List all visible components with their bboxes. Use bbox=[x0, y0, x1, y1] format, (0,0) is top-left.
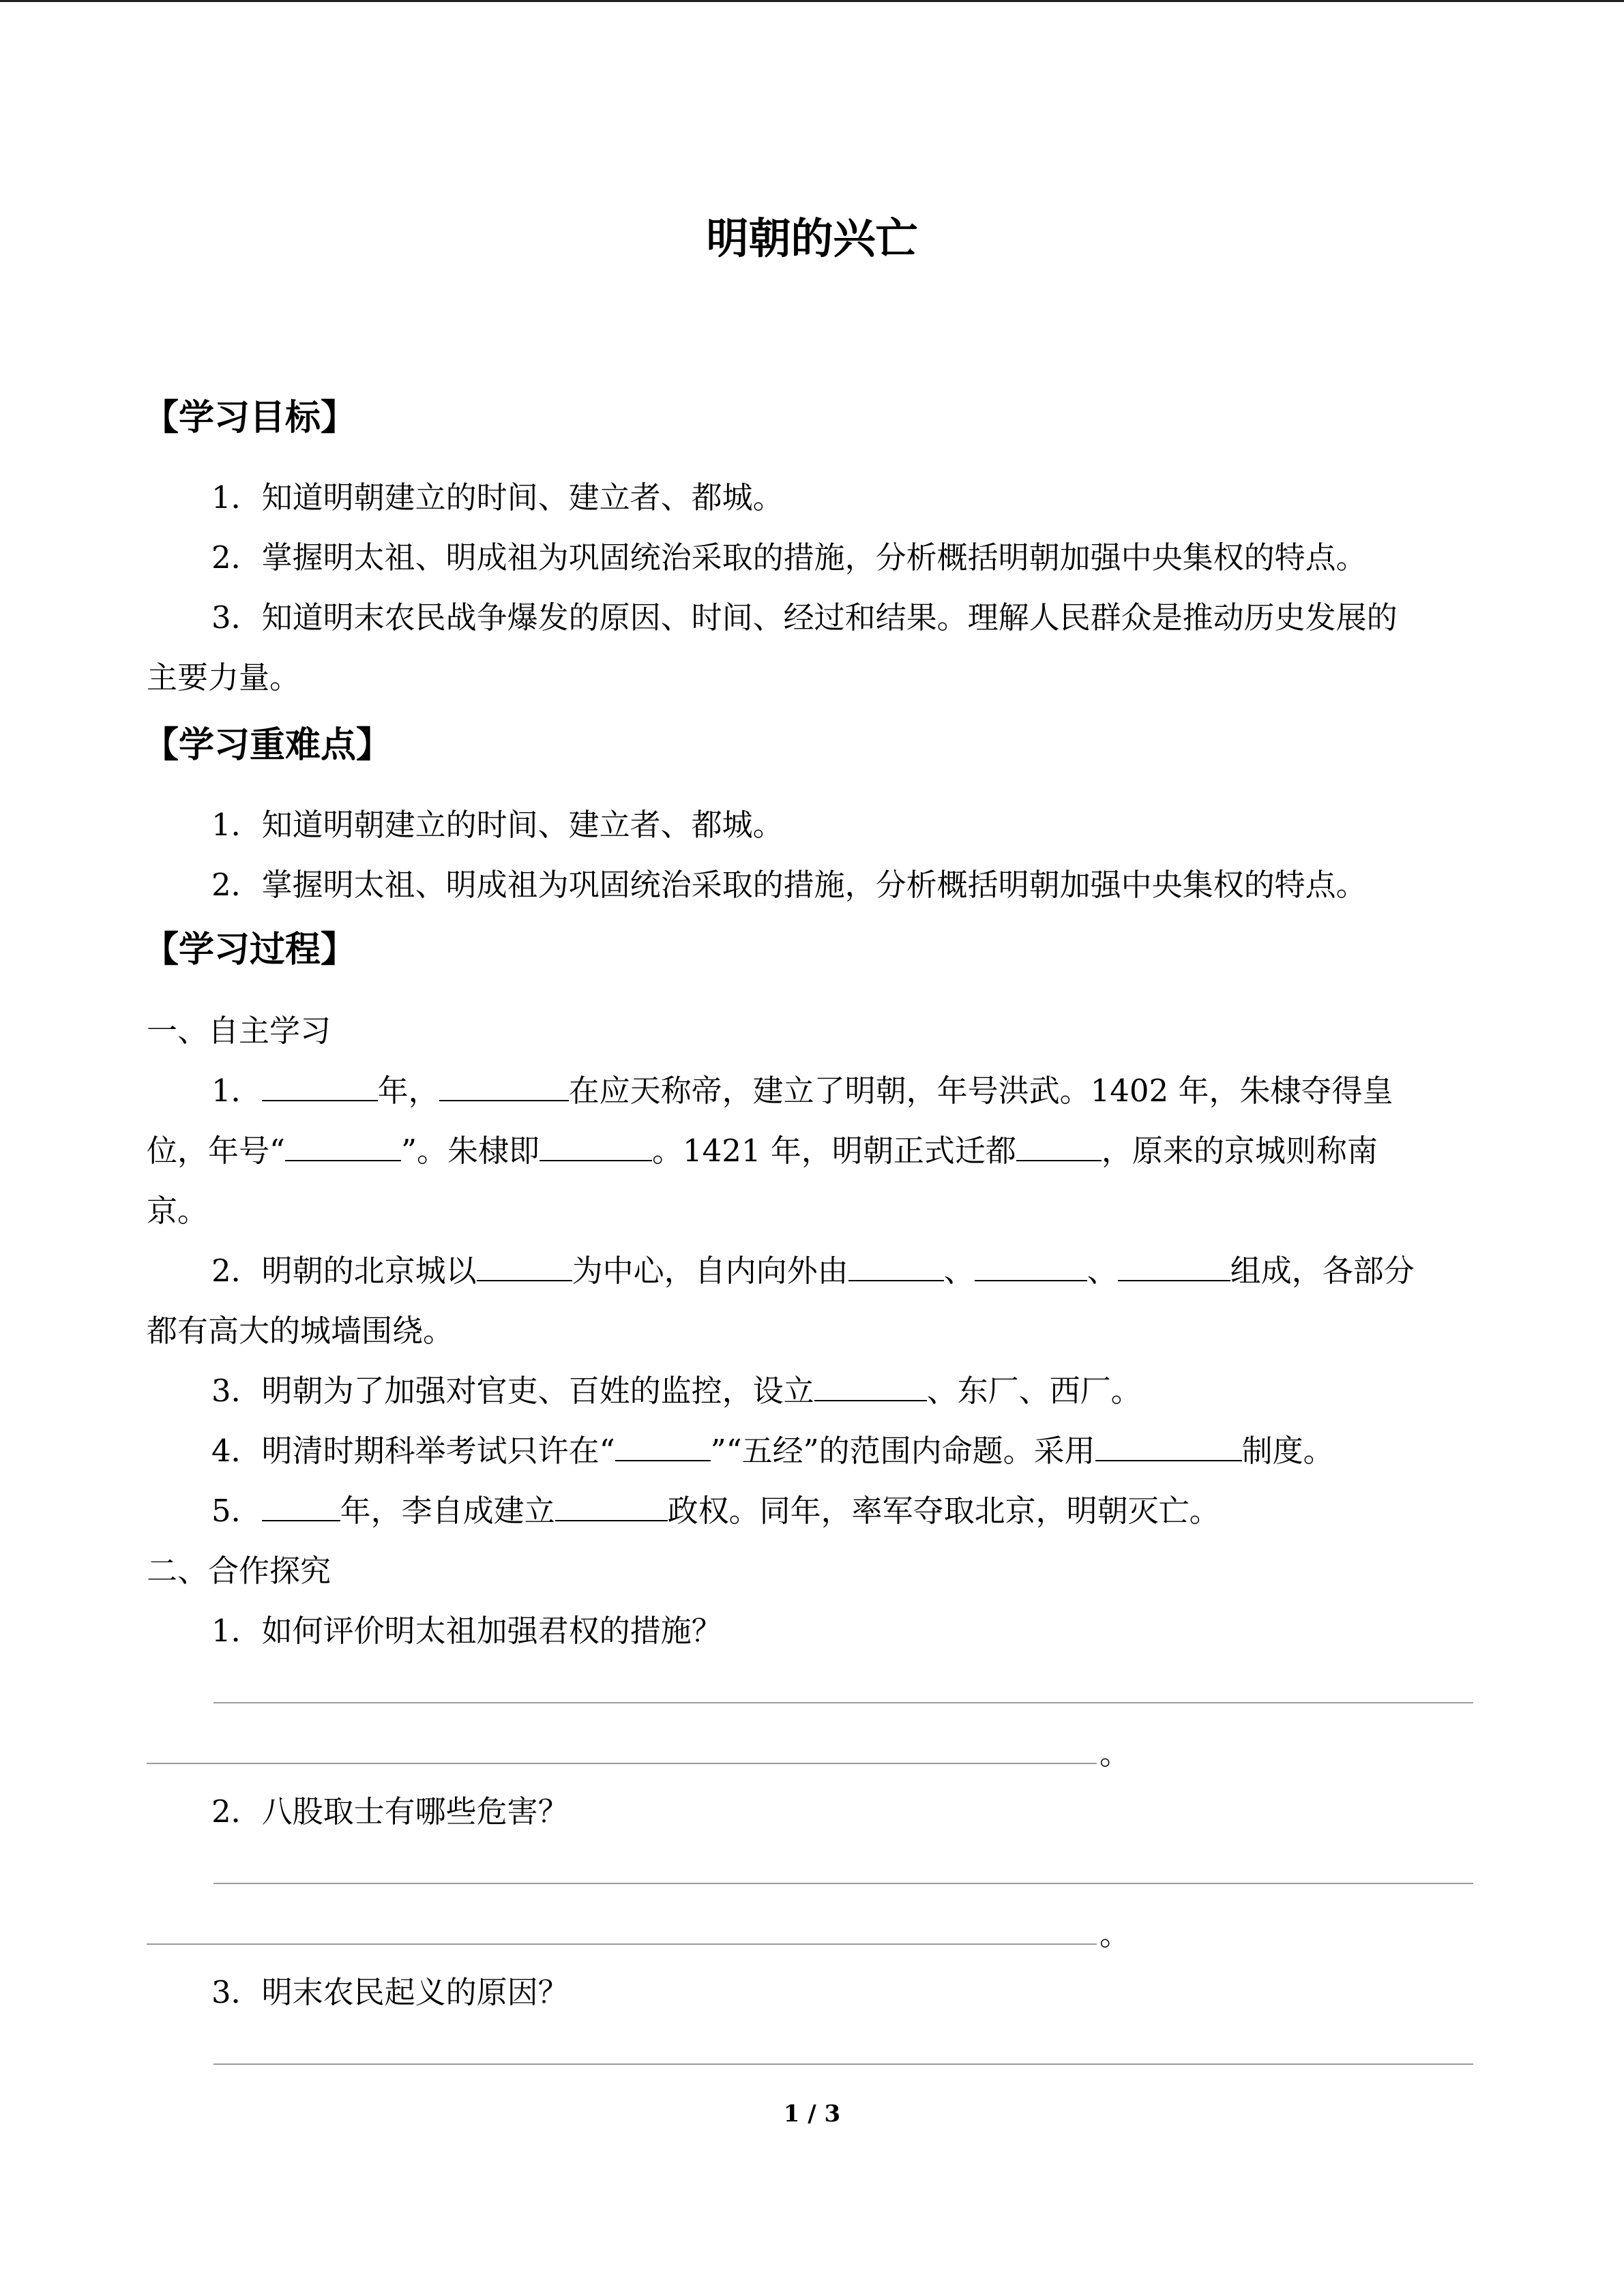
fill-blank[interactable] bbox=[555, 1495, 668, 1521]
self-study-heading: 一、自主学习 bbox=[147, 1013, 331, 1049]
fill-blank[interactable] bbox=[262, 1075, 378, 1101]
cooperation-heading: 二、合作探究 bbox=[147, 1553, 331, 1589]
fill-blank[interactable] bbox=[477, 1255, 572, 1281]
self-study-q5: 5． 年，李自成建立 政权。同年，率军夺取北京，明朝灭亡。 bbox=[211, 1493, 1220, 1529]
objective-item-3-cont: 主要力量。 bbox=[147, 659, 301, 696]
objectives-heading: 【学习目标】 bbox=[143, 398, 357, 438]
cooperation-q1: 1．如何评价明太祖加强君权的措施？ bbox=[211, 1613, 722, 1649]
fill-blank[interactable] bbox=[262, 1495, 340, 1521]
fill-blank[interactable] bbox=[1095, 1435, 1242, 1461]
self-study-q4: 4．明清时期科举考试只许在“ ”“五经”的范围内命题。采用 制度。 bbox=[211, 1433, 1334, 1469]
objective-item-3: 3．知道明末农民战争爆发的原因、时间、经过和结果。理解人民群众是推动历史发展的 bbox=[211, 599, 1398, 636]
answer-line[interactable] bbox=[147, 1943, 1097, 1945]
cooperation-q2: 2．八股取士有哪些危害？ bbox=[211, 1793, 569, 1830]
self-study-q1-line1: 1． 年， 在应天称帝，建立了明朝，年号洪武。1402 年，朱棣夺得皇 bbox=[211, 1073, 1393, 1109]
answer-line[interactable] bbox=[147, 1763, 1097, 1764]
fill-blank[interactable] bbox=[1118, 1255, 1230, 1281]
fill-blank[interactable] bbox=[848, 1255, 944, 1281]
fill-blank[interactable] bbox=[540, 1135, 652, 1161]
process-heading: 【学习过程】 bbox=[143, 929, 357, 970]
fill-blank[interactable] bbox=[439, 1075, 569, 1101]
self-study-q1-line2: 位，年号“ ”。朱棣即 。1421 年，明朝正式迁都 ，原来的京城则称南 bbox=[147, 1133, 1378, 1169]
key-points-heading: 【学习重难点】 bbox=[143, 725, 392, 766]
key-point-item-2: 2．掌握明太祖、明成祖为巩固统治采取的措施，分析概括明朝加强中央集权的特点。 bbox=[211, 867, 1367, 903]
self-study-q1-line3: 京。 bbox=[147, 1193, 209, 1229]
fill-blank[interactable] bbox=[615, 1435, 711, 1461]
answer-end-mark: 。 bbox=[1099, 1735, 1131, 1772]
key-point-item-1: 1．知道明朝建立的时间、建立者、都城。 bbox=[211, 807, 784, 843]
answer-line[interactable] bbox=[213, 1883, 1473, 1884]
page-title: 明朝的兴亡 bbox=[706, 213, 918, 263]
fill-blank[interactable] bbox=[1016, 1135, 1102, 1161]
top-border bbox=[0, 0, 1624, 2]
answer-end-mark: 。 bbox=[1099, 1916, 1131, 1952]
self-study-q2-line1: 2．明朝的北京城以 为中心，自内向外由 、 、 组成，各部分 bbox=[211, 1253, 1415, 1289]
self-study-q2-line2: 都有高大的城墙围绕。 bbox=[147, 1313, 454, 1349]
fill-blank[interactable] bbox=[285, 1135, 401, 1161]
objective-item-1: 1．知道明朝建立的时间、建立者、都城。 bbox=[211, 479, 784, 516]
answer-line[interactable] bbox=[213, 1702, 1473, 1703]
fill-blank[interactable] bbox=[975, 1255, 1087, 1281]
answer-line[interactable] bbox=[213, 2063, 1473, 2065]
fill-blank[interactable] bbox=[814, 1375, 927, 1401]
page-number: 1 / 3 bbox=[783, 2100, 841, 2128]
cooperation-q3: 3．明末农民起义的原因？ bbox=[211, 1974, 569, 2010]
objective-item-2: 2．掌握明太祖、明成祖为巩固统治采取的措施，分析概括明朝加强中央集权的特点。 bbox=[211, 539, 1367, 576]
self-study-q3: 3．明朝为了加强对官吏、百姓的监控，设立 、东厂、西厂。 bbox=[211, 1373, 1142, 1409]
